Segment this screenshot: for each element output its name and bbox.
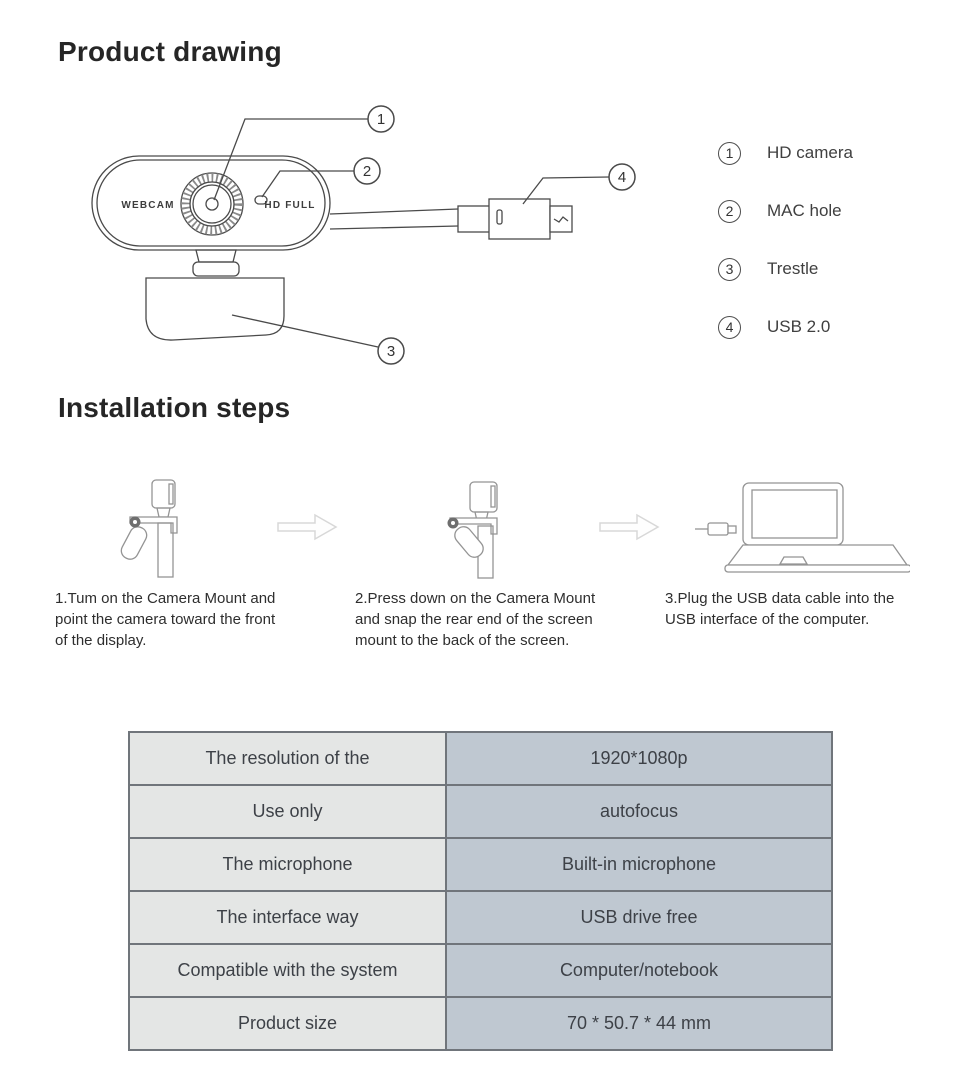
- table-row: [129, 944, 832, 997]
- spec-value: Computer/notebook: [446, 944, 832, 997]
- trestle-mount: [146, 250, 284, 340]
- webcam-right-print: HD FULL: [264, 200, 316, 211]
- svg-text:2: 2: [362, 163, 372, 180]
- parts-legend: [718, 141, 853, 373]
- step2-illustration: [448, 482, 498, 578]
- spec-table: [128, 731, 833, 1051]
- spec-label: Use only: [129, 785, 446, 838]
- legend-num-1: 1: [718, 142, 741, 165]
- svg-text:3: 3: [386, 343, 396, 360]
- spec-label: Product size: [129, 997, 446, 1050]
- table-row: [129, 891, 832, 944]
- callout-4: [523, 164, 635, 204]
- page-title-product-drawing: Product drawing: [58, 36, 282, 67]
- page-title-installation-steps: Installation steps: [58, 392, 291, 423]
- legend-num-3: 3: [718, 258, 741, 281]
- legend-item-hd-camera: 1 HD camera: [718, 141, 853, 165]
- webcam-lens: [181, 173, 243, 235]
- spec-label: The resolution of the: [129, 732, 446, 785]
- spec-value: autofocus: [446, 785, 832, 838]
- webcam-product-drawing: [80, 95, 660, 385]
- usb-plug: [695, 523, 736, 535]
- step3-caption: 3.Plug the USB data cable into the USB interface of the computer.: [665, 590, 895, 628]
- spec-label: The microphone: [129, 838, 446, 891]
- arrow-step2-to-step3: [600, 515, 658, 539]
- usb-cable: [330, 209, 458, 229]
- step2-caption: 2.Press down on the Camera Mount and snap the rear end of the screen mount to the back of the screen.: [355, 590, 596, 649]
- spec-value: 70 * 50.7 * 44 mm: [446, 997, 832, 1050]
- step1-caption: 1.Tum on the Camera Mount and point the camera toward the front of the display.: [55, 590, 276, 649]
- spec-label: The interface way: [129, 891, 446, 944]
- legend-num-2: 2: [718, 200, 741, 223]
- spec-value: USB drive free: [446, 891, 832, 944]
- legend-item-trestle: 3 Trestle: [718, 257, 853, 281]
- step1-illustration: [119, 480, 177, 577]
- webcam-left-print: WEBCAM: [121, 200, 175, 211]
- installation-illustrations: [50, 465, 910, 590]
- svg-text:1: 1: [376, 111, 386, 128]
- arrow-step1-to-step2: [278, 515, 336, 539]
- spec-value: Built-in microphone: [446, 838, 832, 891]
- table-row: [129, 997, 832, 1050]
- table-row: [129, 838, 832, 891]
- table-row: [129, 785, 832, 838]
- table-row: [129, 732, 832, 785]
- legend-item-usb: 4 USB 2.0: [718, 315, 853, 339]
- step3-illustration: [695, 483, 910, 572]
- svg-text:4: 4: [617, 169, 627, 186]
- usb-connector: [458, 199, 572, 239]
- legend-num-4: 4: [718, 316, 741, 339]
- legend-item-mac-hole: 2 MAC hole: [718, 199, 853, 223]
- spec-label: Compatible with the system: [129, 944, 446, 997]
- spec-value: 1920*1080p: [446, 732, 832, 785]
